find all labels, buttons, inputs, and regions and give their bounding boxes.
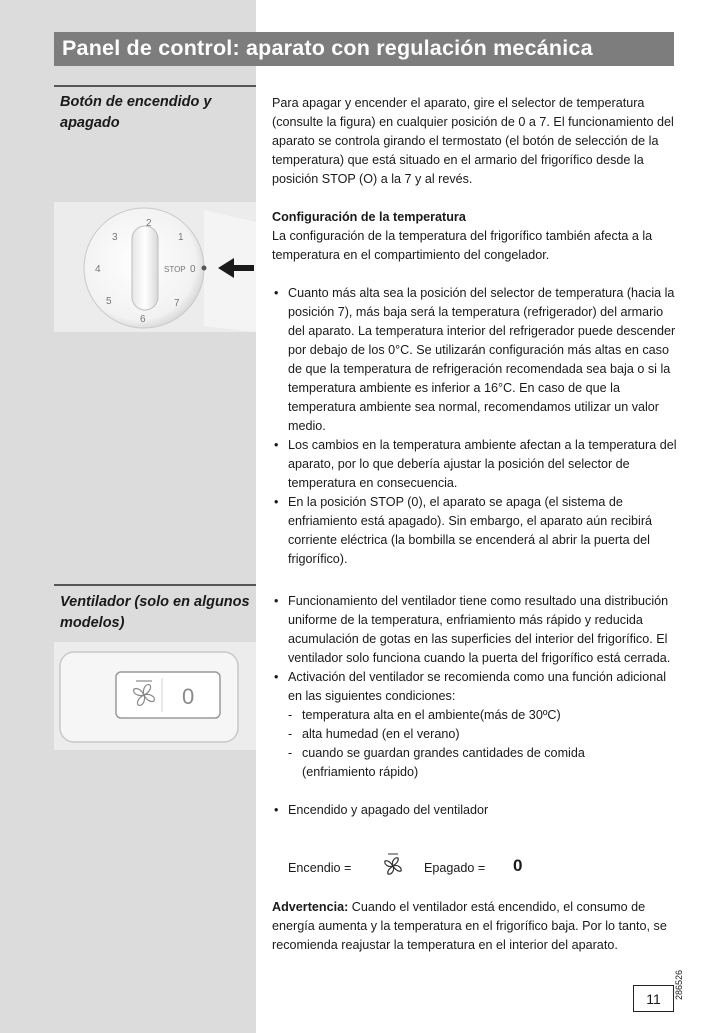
dial-number-1: 1 (178, 232, 184, 243)
fan-section-body (272, 592, 682, 820)
power-button-heading: Botón de encendido y apagado (60, 94, 212, 131)
fan-icon (382, 852, 404, 876)
dial-indicator-dot (202, 266, 207, 271)
list-item: • Funcionamiento del ventilador tiene como resultado una distribución uniforme de la temperatura, enfriamiento más rápido y reducida acumulación de gotas en las superficies del interior del frigorífico. El ventilador solo funciona cuando la puerta del frigorífico está cerrada. (274, 594, 671, 665)
temp-config-heading: Configuración de la temperatura (272, 210, 466, 224)
list-item: • Cuanto más alta sea la posición del selector de temperatura (hacia la posición 7), más baja será la temperatura (refrigerador) del armario del aparato. La temperatura interior del refrigerador puede descender por debajo de los 0°C. Se utilizarán configuración más altas en caso de que la temperatura de refrigeración recomendada sea baja o si la temperatura ambiente es inferior a 16°C. En caso de que la temperatura ambiente sea normal, recomendamos utilizar un valor medio. (274, 286, 676, 433)
list-item: • Encendido y apagado del ventilador (274, 803, 489, 817)
dial-number-5: 5 (106, 296, 112, 307)
dial-number-7: 7 (174, 298, 180, 309)
condition-item: - cuando se guardan grandes cantidades de comida (288, 746, 585, 760)
warning-block (272, 898, 676, 955)
dial-number-2: 2 (146, 218, 152, 229)
power-section-body (272, 94, 682, 569)
dial-stop-label: STOP (164, 265, 186, 274)
warning-label: Advertencia: (272, 900, 349, 914)
document-code: 286526 (674, 969, 684, 1000)
list-item: • Los cambios en la temperatura ambiente afectan a la temperatura del aparato, por lo que debería ajustar la posición del selector de temperatura en consecuencia. (274, 438, 677, 490)
left-margin-band (0, 0, 256, 1033)
dial-number-0: 0 (190, 264, 196, 275)
dial-number-6: 6 (140, 314, 146, 325)
fan-heading: Ventilador (solo en algunos modelos) (60, 594, 250, 631)
page-number-box (633, 985, 674, 1012)
switch-off-symbol: 0 (182, 684, 195, 709)
fan-off-label: Epagado = (424, 861, 486, 875)
fan-on-label: Encendio = (288, 861, 352, 875)
fan-switch-illustration (54, 642, 256, 750)
dial-number-3: 3 (112, 232, 118, 243)
warning-text: Cuando el ventilador está encendido, el consumo de energía aumenta y la temperatura en el frigorífico baja. Por lo tanto, se recomienda reajustar la temperatura en el interior del aparato. (272, 900, 667, 952)
list-item: • Activación del ventilador se recomienda como una función adicional en las siguientes condiciones: (274, 670, 667, 703)
condition-continuation: (enfriamiento rápido) (302, 765, 419, 779)
temp-config-text: La configuración de la temperatura del frigorífico también afecta a la temperatura en el compartimiento del congelador. (272, 229, 653, 262)
fan-on-off-legend (288, 850, 588, 878)
page-title: Panel de control: aparato con regulación mecánica (62, 36, 593, 60)
dial-knob[interactable] (132, 226, 158, 310)
dial-number-4: 4 (95, 264, 101, 275)
section-divider (54, 584, 256, 586)
page-number: 11 (646, 991, 661, 1007)
power-intro-text: Para apagar y encender el aparato, gire el selector de temperatura (consulte la figura) en cualquier posición de 0 a 7. El funcionamiento del aparato se controla girando el termostato (el botón de selección de la temperatura) que está situado en el armario del frigorífico desde la posición STOP (O) a la 7 y al revés. (272, 96, 674, 186)
list-item: • En la posición STOP (0), el aparato se apaga (el sistema de enfriamiento está apagado). Sin embargo, el aparato aún recibirá corriente eléctrica (la bombilla se encenderá al abrir la puerta del frigorífico). (274, 495, 653, 566)
fan-rocker-switch[interactable] (116, 672, 220, 718)
section-divider (54, 85, 256, 87)
thermostat-dial-illustration (54, 202, 256, 332)
condition-item: - temperatura alta en el ambiente(más de 30ºC) (288, 708, 561, 722)
fan-off-symbol: 0 (513, 856, 523, 875)
condition-item: - alta humedad (en el verano) (288, 727, 460, 741)
